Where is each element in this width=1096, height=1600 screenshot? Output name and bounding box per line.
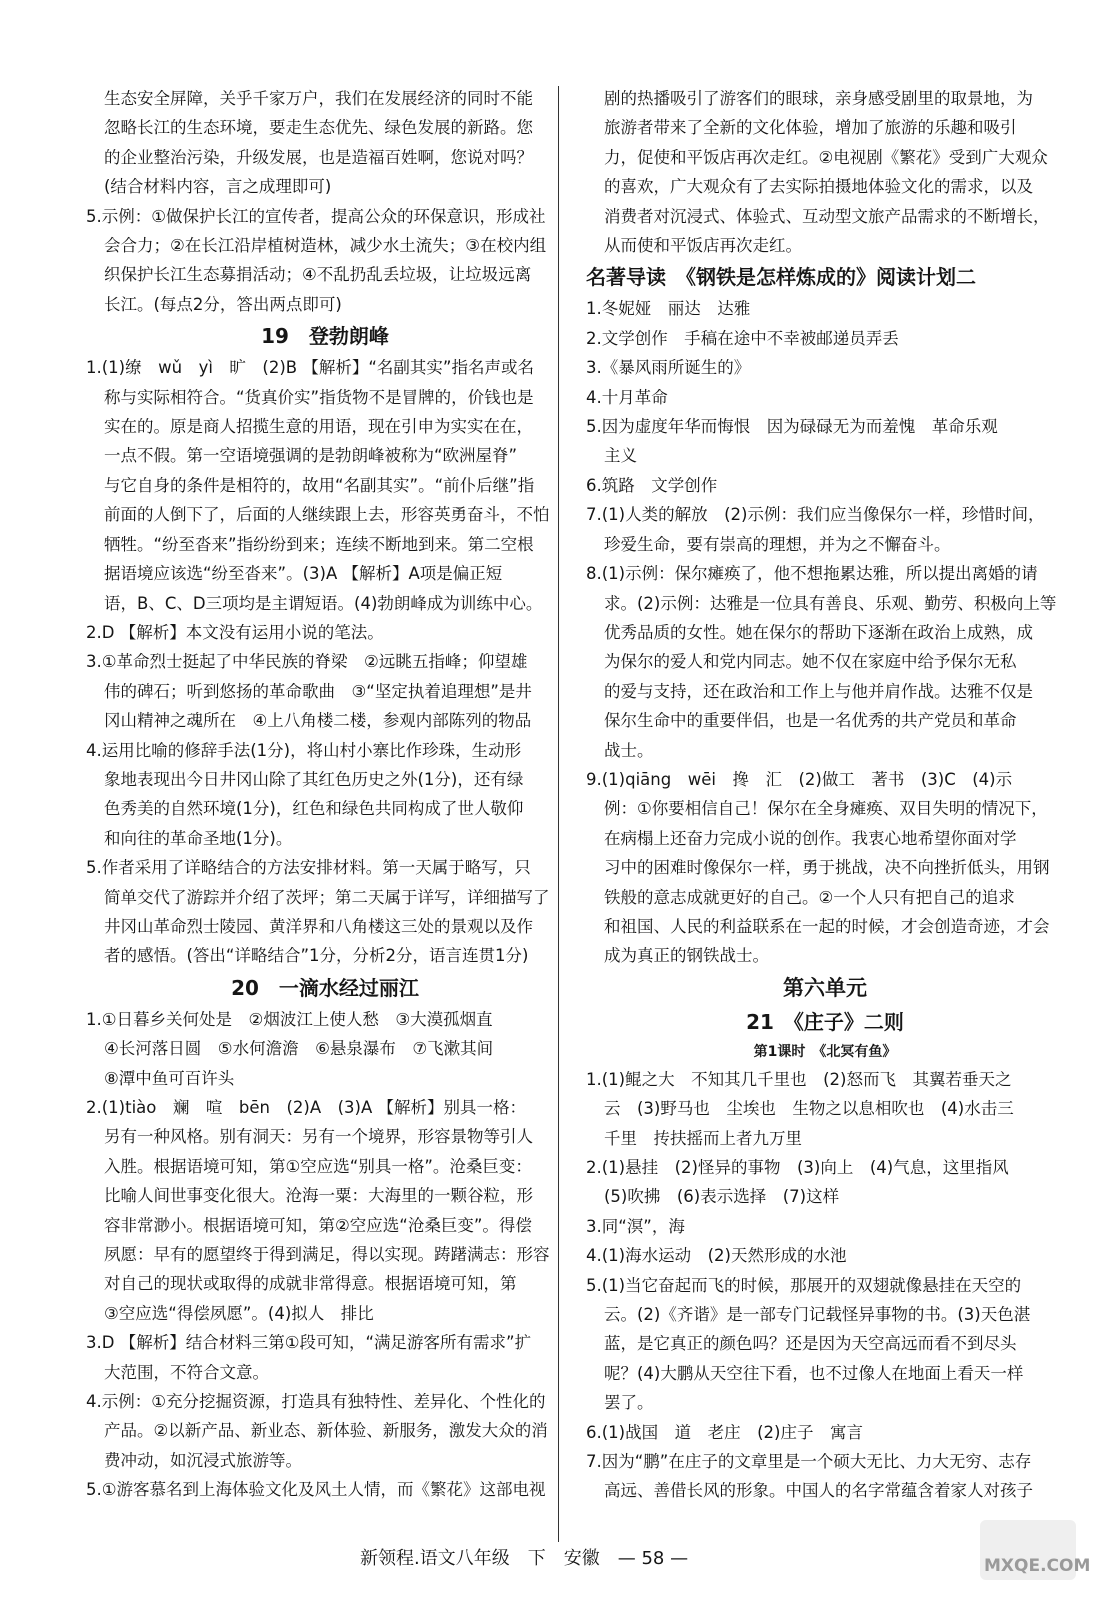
answer-line: 8.(1)示例：保尔瘫痪了，他不想拖累达雅，所以提出离婚的请 xyxy=(586,564,1038,584)
answer-line: 9.(1)qiāng wēi 搀 汇 (2)做工 著书 (3)C (4)示 xyxy=(586,769,1013,789)
answer-line: 从而使和平饭店再次走红。 xyxy=(604,236,802,256)
answer-line: 简单交代了游踪并介绍了茨坪；第二天属于详写，详细描写了 xyxy=(104,887,550,907)
page-footer: 新领程.语文八年级 下 安徽 — 58 — xyxy=(360,1548,689,1569)
answer-line: 和向往的革命圣地(1分)。 xyxy=(104,828,293,848)
answer-line: 前面的人倒下了，后面的人继续跟上去，形容英勇奋斗，不怕 xyxy=(104,505,550,525)
answer-line: 一点不假。第一空语境强调的是勃朗峰被称为“欧洲屋脊” xyxy=(104,446,518,466)
answer-line: 色秀美的自然环境(1分)，红色和绿色共同构成了世人敬仰 xyxy=(104,799,524,819)
answer-line: 和祖国、人民的利益联系在一起的时候，才会创造奇迹，才会 xyxy=(604,916,1050,936)
answer-line: 云 (3)野马也 尘埃也 生物之以息相吹也 (4)水击三 xyxy=(604,1099,1014,1119)
answer-line: (结合材料内容，言之成理即可) xyxy=(104,177,332,197)
answer-line: 千里 抟扶摇而上者九万里 xyxy=(604,1128,802,1148)
answer-line: 1.①日暮乡关何处是 ②烟波江上使人愁 ③大漠孤烟直 xyxy=(86,1009,493,1029)
answer-line: 云。(2)《齐谐》是一部专门记载怪异事物的书。(3)天色湛 xyxy=(604,1305,1031,1325)
section-heading: 20 一滴水经过丽江 xyxy=(231,975,419,1000)
answer-line: 4.(1)海水运动 (2)天然形成的水池 xyxy=(586,1246,847,1266)
answer-line: 实在的。原是商人招揽生意的用语，现在引申为实实在在， xyxy=(104,417,533,437)
answer-line: 比喻人间世事变化很大。沧海一粟：大海里的一颗谷粒，形 xyxy=(104,1186,533,1206)
answer-line: 对自己的现状或取得的成就非常得意。根据语境可知，第 xyxy=(104,1274,517,1294)
answer-line: 6.(1)战国 道 老庄 (2)庄子 寓言 xyxy=(586,1422,863,1442)
answer-line: 的爱与支持，还在政治和工作上与他并肩作战。达雅不仅是 xyxy=(604,681,1033,701)
answer-line: 5.①游客慕名到上海体验文化及风土人情，而《繁花》这部电视 xyxy=(86,1480,546,1500)
section-heading: 名著导读 《钢铁是怎样炼成的》阅读计划二 xyxy=(586,265,976,290)
answer-line: 2.(1)tiào 斓 喧 bēn (2)A (3)A 【解析】别具一格： xyxy=(86,1098,527,1117)
answer-line: ④长河落日圆 ⑤水何澹澹 ⑥悬泉瀑布 ⑦飞漱其间 xyxy=(104,1039,494,1059)
answer-line: 者的感悟。(答出“详略结合”1分，分析2分，语言连贯1分) xyxy=(104,946,529,966)
answer-line: 象地表现出今日井冈山除了其红色历史之外(1分)，还有绿 xyxy=(104,769,524,789)
answer-line: 4.十月革命 xyxy=(586,387,668,407)
answer-line: 3.同“溟”，海 xyxy=(586,1216,685,1236)
answer-line: 5.因为虚度年华而悔恨 因为碌碌无为而羞愧 革命乐观 xyxy=(586,417,998,437)
answer-line: 4.示例：①充分挖掘资源，打造具有独特性、差异化、个性化的 xyxy=(86,1392,546,1412)
answer-line: 1.(1)缭 wǔ yì 旷 (2)B 【解析】“名副其实”指名声或名 xyxy=(86,358,534,378)
answer-line: 与它自身的条件是相符的，故用“名副其实”。“前仆后继”指 xyxy=(104,475,535,495)
answer-line: 费冲动，如沉浸式旅游等。 xyxy=(104,1450,302,1470)
answer-line: 大范围，不符合文意。 xyxy=(104,1362,269,1382)
answer-line: 会合力；②在长江沿岸植树造林，减少水土流失；③在校内组 xyxy=(104,236,547,256)
answer-line: 3.《暴风雨所诞生的》 xyxy=(586,358,751,378)
answer-line: 夙愿：早有的愿望终于得到满足，得以实现。踌躇满志：形容 xyxy=(104,1245,550,1265)
answer-line: 7.因为“鹏”在庄子的文章里是一个硕大无比、力大无穷、志存 xyxy=(586,1452,1032,1472)
answer-line: 在病榻上还奋力完成小说的创作。我衷心地希望你面对学 xyxy=(604,828,1017,848)
answer-line: ⑧潭中鱼可百许头 xyxy=(104,1068,235,1088)
answer-line: 6.筑路 文学创作 xyxy=(586,475,718,495)
right-column xyxy=(586,84,1064,1506)
answer-line: 高远、善借长风的形象。中国人的名字常蕴含着家人对孩子 xyxy=(604,1481,1033,1501)
answer-line: 的喜欢，广大观众有了去实际拍摄地体验文化的需求，以及 xyxy=(604,177,1033,197)
left-column xyxy=(86,84,564,1505)
answer-line: 忽略长江的生态环境，要走生态优先、绿色发展的新路。您 xyxy=(104,118,533,138)
answer-line: (5)吹拂 (6)表示选择 (7)这样 xyxy=(604,1187,840,1207)
answer-line: 入胜。根据语境可知，第①空应选“别具一格”。沧桑巨变： xyxy=(104,1156,532,1176)
answer-line: 蓝，是它真正的颜色吗？还是因为天空高远而看不到尽头 xyxy=(604,1334,1017,1354)
answer-line: 长江。(每点2分，答出两点即可) xyxy=(104,294,342,314)
answer-line: 7.(1)人类的解放 (2)示例：我们应当像保尔一样，珍惜时间， xyxy=(586,505,1045,525)
answer-line: 4.运用比喻的修辞手法(1分)，将山村小寨比作珍珠，生动形 xyxy=(86,740,522,760)
answer-line: 的企业整治污染，升级发展，也是造福百姓啊，您说对吗？ xyxy=(104,147,533,167)
answer-line: 3.D 【解析】结合材料三第①段可知，“满足游客所有需求”扩 xyxy=(86,1333,532,1353)
answer-line: 5.(1)当它奋起而飞的时候，那展开的双翅就像悬挂在天空的 xyxy=(586,1275,1022,1295)
answer-line: 罢了。 xyxy=(604,1393,654,1413)
answer-line: 语，B、C、D三项均是主谓短语。(4)勃朗峰成为训练中心。 xyxy=(104,593,543,613)
answer-line: 产品。②以新产品、新业态、新体验、新服务，激发大众的消 xyxy=(104,1421,548,1441)
watermark-text: MXQE.COM xyxy=(984,1556,1091,1576)
answer-line: 消费者对沉浸式、体验式、互动型文旅产品需求的不断增长， xyxy=(604,206,1050,226)
answer-line: ③空应选“得偿夙愿”。(4)拟人 排比 xyxy=(104,1303,374,1323)
answer-line: 呢？(4)大鹏从天空往下看，也不过像人在地面上看天一样 xyxy=(604,1363,1024,1383)
answer-line: 5.示例：①做保护长江的宣传者，提高公众的环保意识，形成社 xyxy=(86,206,546,226)
answer-line: 井冈山革命烈士陵园、黄洋界和八角楼这三处的景观以及作 xyxy=(104,916,533,936)
section-heading: 21 《庄子》二则 xyxy=(746,1009,904,1034)
answer-line: 容非常渺小。根据语境可知，第②空应选“沧桑巨变”。得偿 xyxy=(104,1215,532,1235)
answer-line: 织保护长江生态募捐活动；④不乱扔乱丢垃圾，让垃圾远离 xyxy=(104,265,532,285)
answer-line: 珍爱生命，要有崇高的理想，并为之不懈奋斗。 xyxy=(604,534,951,554)
answer-line: 1.冬妮娅 丽达 达雅 xyxy=(586,299,751,319)
answer-line: 伟的碑石；听到悠扬的革命歌曲 ③“坚定执着追理想”是井 xyxy=(104,681,532,701)
answer-line: 求。(2)示例：达雅是一位具有善良、乐观、勤劳、积极向上等 xyxy=(604,593,1057,613)
answer-line: 主义 xyxy=(604,446,637,466)
answer-line: 2.文学创作 手稿在途中不幸被邮递员弄丢 xyxy=(586,328,899,348)
answer-line: 称与实际相符合。“货真价实”指货物不是冒牌的，价钱也是 xyxy=(104,387,534,407)
answer-line: 铁般的意志成就更好的自己。②一个人只有把自己的追求 xyxy=(604,887,1015,907)
section-heading: 19 登勃朗峰 xyxy=(261,324,389,349)
answer-line: 战士。 xyxy=(604,740,654,760)
answer-line: 优秀品质的女性。她在保尔的帮助下逐渐在政治上成熟，成 xyxy=(604,622,1033,642)
answer-line: 保尔生命中的重要伴侣，也是一名优秀的共产党员和革命 xyxy=(604,711,1017,731)
answer-line: 3.①革命烈士挺起了中华民族的脊梁 ②远眺五指峰；仰望雄 xyxy=(86,652,528,672)
answer-line: 剧的热播吸引了游客们的眼球，亲身感受剧里的取景地，为 xyxy=(604,89,1033,108)
answer-line: 2.D 【解析】本文没有运用小说的笔法。 xyxy=(86,622,384,642)
answer-line: 另有一种风格。别有洞天：另有一个境界，形容景物等引人 xyxy=(104,1127,533,1147)
answer-line: 成为真正的钢铁战士。 xyxy=(604,946,769,966)
answer-line: 例：①你要相信自己！保尔在全身瘫痪、双目失明的情况下， xyxy=(604,799,1048,819)
answer-line: 据语境应该选“纷至沓来”。(3)A 【解析】A项是偏正短 xyxy=(104,564,503,584)
lesson-subheading: 第1课时 《北冥有鱼》 xyxy=(753,1043,897,1060)
answer-line: 牺牲。“纷至沓来”指纷纷到来；连续不断地到来。第二空根 xyxy=(104,534,534,554)
answer-line: 力，促使和平饭店再次走红。②电视剧《繁花》受到广大观众 xyxy=(604,147,1048,167)
answer-line: 1.(1)鲲之大 不知其几千里也 (2)怒而飞 其翼若垂天之 xyxy=(586,1069,1012,1089)
answer-line: 2.(1)悬挂 (2)怪异的事物 (3)向上 (4)气息，这里指风 xyxy=(586,1158,1009,1177)
answer-line: 冈山精神之魂所在 ④上八角楼二楼，参观内部陈列的物品 xyxy=(104,711,532,731)
answer-line: 旅游者带来了全新的文化体验，增加了旅游的乐趣和吸引 xyxy=(604,118,1017,138)
answer-line: 习中的困难时像保尔一样，勇于挑战，决不向挫折低头，用钢 xyxy=(604,858,1050,878)
unit-title: 第六单元 xyxy=(783,975,867,1000)
answer-line: 生态安全屏障，关乎千家万户，我们在发展经济的同时不能 xyxy=(104,89,533,108)
answer-line: 5.作者采用了详略结合的方法安排材料。第一天属于略写，只 xyxy=(86,858,531,878)
answer-line: 为保尔的爱人和党内同志。她不仅在家庭中给予保尔无私 xyxy=(604,652,1017,672)
